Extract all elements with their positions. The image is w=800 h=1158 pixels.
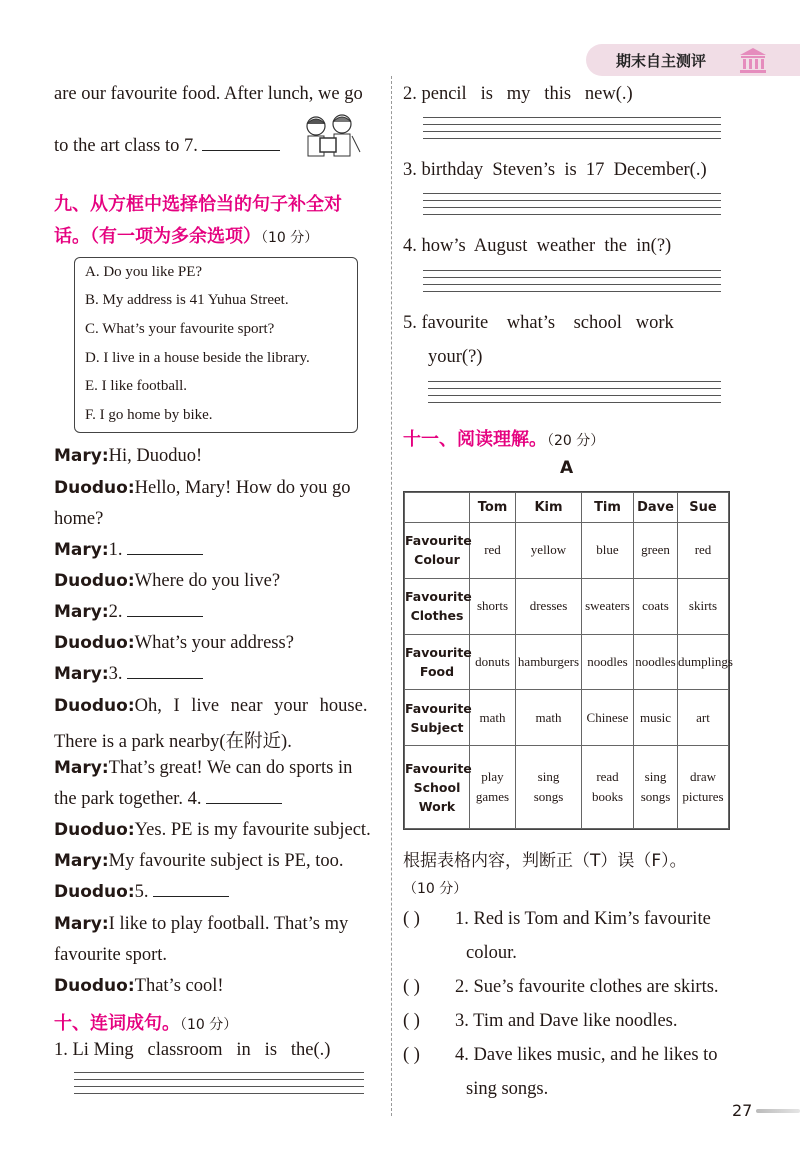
section-9-title-line1: 九、从方框中选择恰当的句子补全对: [54, 194, 342, 215]
table-row-label: Favourite Colour: [405, 523, 470, 579]
table-cell: red: [470, 523, 516, 579]
building-icon: [738, 46, 768, 74]
table-row: [405, 690, 729, 746]
table-header-cell: Tim: [582, 493, 634, 523]
table-header-cell: Tom: [470, 493, 516, 523]
table-cell: draw pictures: [678, 746, 729, 829]
dialog-line: [54, 914, 348, 935]
dialog-text: Hello, Mary! How do you go: [134, 478, 351, 498]
writing-lines-q2[interactable]: [423, 117, 721, 145]
favourites-table: [403, 491, 733, 830]
dialog-text: That’s great! We can do sports in: [108, 758, 353, 778]
writing-lines-q5[interactable]: [428, 381, 721, 409]
speaker-mary: Mary:: [54, 758, 109, 778]
speaker-mary: Mary:: [54, 851, 109, 871]
dialog-text: 2.: [108, 602, 123, 622]
tf-item-2: [403, 977, 719, 998]
dialog-text: favourite sport.: [54, 945, 168, 965]
option-f: F. I go home by bike.: [85, 407, 213, 423]
answer-blank-7[interactable]: [202, 136, 280, 151]
tf-item-1: [403, 909, 711, 930]
children-drawing-illustration: [296, 112, 364, 160]
table-cell: blue: [582, 523, 634, 579]
question-4: 4. how’s August weather the in(?): [403, 236, 672, 256]
table-cell: sing songs: [634, 746, 678, 829]
speaker-duoduo: Duoduo:: [54, 633, 135, 653]
writing-lines-q3[interactable]: [423, 193, 721, 221]
writing-lines-q4[interactable]: [423, 270, 721, 298]
dialog-line: [54, 633, 294, 654]
section-9-title-text: 话。（有一项为多余选项）: [54, 226, 261, 247]
table-cell: red: [678, 523, 729, 579]
dialog-text: Oh, I live near your house.: [134, 696, 368, 716]
table-cell: math: [516, 690, 582, 746]
header-tab: [586, 44, 800, 76]
instruction: 根据表格内容，判断正（T）误（F）。: [403, 851, 687, 871]
table-cell: yellow: [516, 523, 582, 579]
dialog-text: Yes. PE is my favourite subject.: [134, 820, 371, 840]
section-11-title-text: 十一、阅读理解。: [403, 429, 547, 450]
tf-item-3: [403, 1011, 678, 1032]
section-11-title: [403, 425, 604, 451]
header-title: 期末自主测评: [616, 52, 707, 70]
tf-text: 4. Dave likes music, and he likes to: [455, 1045, 718, 1065]
table-cell: sing songs: [516, 746, 582, 829]
dialog-text: What’s your address?: [134, 633, 294, 653]
table-cell: shorts: [470, 578, 516, 634]
speaker-duoduo: Duoduo:: [54, 820, 135, 840]
table-cell: green: [634, 523, 678, 579]
section-10-title-text: 十、连词成句。: [54, 1013, 180, 1034]
tf-text-cont: colour.: [466, 943, 517, 963]
dialog-line: [54, 478, 350, 499]
dialog-line: [54, 758, 352, 779]
table-cell: skirts: [678, 578, 729, 634]
dialog-line: [54, 851, 343, 872]
dialog-line: [54, 789, 282, 810]
dialog-text: the park together. 4.: [54, 789, 202, 809]
page-number: 27: [732, 1101, 753, 1120]
question-5-line1: 5. favourite what’s school work: [403, 313, 674, 333]
table-cell: dresses: [516, 578, 582, 634]
dialog-line: [54, 540, 203, 561]
speaker-mary: Mary:: [54, 914, 109, 934]
table-row: [405, 578, 729, 634]
question-1: 1. Li Ming classroom in is the(.): [54, 1040, 331, 1060]
continued-text-line2: [54, 136, 280, 157]
dialog-line: [54, 882, 229, 903]
table-header-cell: Kim: [516, 493, 582, 523]
dialog-line: [54, 976, 224, 997]
table-row: [405, 746, 729, 829]
section-11-points: （20 分）: [547, 433, 605, 449]
option-b: B. My address is 41 Yuhua Street.: [85, 292, 289, 308]
table-row: [405, 523, 729, 579]
table-cell: noodles: [582, 634, 634, 690]
table-header-cell: [405, 493, 470, 523]
table-cell: noodles: [634, 634, 678, 690]
tf-item-4: [403, 1045, 718, 1066]
speaker-mary: Mary:: [54, 446, 109, 466]
table-header-row: [405, 493, 729, 523]
table-cell: coats: [634, 578, 678, 634]
speaker-mary: Mary:: [54, 664, 109, 684]
answer-blank-5[interactable]: [153, 882, 229, 897]
dialog-text: Hi, Duoduo!: [108, 446, 203, 466]
answer-blank-1[interactable]: [127, 540, 203, 555]
section-9-points: （10 分）: [261, 230, 319, 246]
options-box: [74, 257, 358, 433]
dialog-text: Where do you live?: [134, 571, 281, 591]
table-cell: art: [678, 690, 729, 746]
dialog-text: That’s cool!: [134, 976, 224, 996]
table-row-label: Favourite School Work: [405, 746, 470, 829]
writing-lines-q1[interactable]: [74, 1072, 364, 1100]
dialog-line: [54, 571, 280, 592]
table-cell: sweaters: [582, 578, 634, 634]
instruction-points: （10 分）: [403, 881, 468, 897]
part-a-label: A: [560, 458, 574, 478]
table-cell: Chinese: [582, 690, 634, 746]
table-row-label: Favourite Subject: [405, 690, 470, 746]
dialog-text: home?: [54, 509, 104, 529]
answer-blank-3[interactable]: [127, 664, 203, 679]
answer-paren[interactable]: ( ): [403, 909, 420, 929]
table-cell: music: [634, 690, 678, 746]
dialog-text: 3.: [108, 664, 123, 684]
option-c: C. What’s your favourite sport?: [85, 321, 275, 337]
table-cell: math: [470, 690, 516, 746]
question-3: 3. birthday Steven’s is 17 December(.): [403, 160, 707, 180]
dialog-text: 5.: [134, 882, 149, 902]
column-divider: [391, 76, 392, 1116]
option-a: A. Do you like PE?: [85, 264, 203, 280]
question-5-line2: your(?): [428, 347, 483, 367]
answer-paren[interactable]: ( ): [403, 1011, 420, 1031]
speaker-duoduo: Duoduo:: [54, 882, 135, 902]
dialog-text: There is a park nearby(在附近).: [54, 732, 292, 752]
answer-paren[interactable]: ( ): [403, 1045, 420, 1065]
continued-text-line1: are our favourite food. After lunch, we go: [54, 84, 363, 104]
option-d: D. I live in a house beside the library.: [85, 350, 310, 366]
tf-text: 1. Red is Tom and Kim’s favourite: [455, 909, 711, 929]
answer-blank-2[interactable]: [127, 602, 203, 617]
continued-text-line2-text: to the art class to 7.: [54, 136, 198, 156]
speaker-mary: Mary:: [54, 602, 109, 622]
answer-paren[interactable]: ( ): [403, 977, 420, 997]
table-header-cell: Sue: [678, 493, 729, 523]
question-2: 2. pencil is my this new(.): [403, 84, 633, 104]
speaker-duoduo: Duoduo:: [54, 571, 135, 591]
tf-text-cont: sing songs.: [466, 1079, 549, 1099]
table-cell: donuts: [470, 634, 516, 690]
section-10-title: [54, 1009, 237, 1035]
speaker-duoduo: Duoduo:: [54, 478, 135, 498]
section-10-points: （10 分）: [180, 1017, 238, 1033]
dialog-line: [54, 696, 367, 717]
table-cell: dumplings: [678, 634, 729, 690]
speaker-duoduo: Duoduo:: [54, 976, 135, 996]
dialog-line: [54, 664, 203, 685]
option-e: E. I like football.: [85, 378, 188, 394]
speaker-mary: Mary:: [54, 540, 109, 560]
dialog-text: My favourite subject is PE, too.: [108, 851, 344, 871]
table-header-cell: Dave: [634, 493, 678, 523]
table-row-label: Favourite Food: [405, 634, 470, 690]
tf-text: 2. Sue’s favourite clothes are skirts.: [455, 977, 719, 997]
speaker-duoduo: Duoduo:: [54, 696, 135, 716]
dialog-text: I like to play football. That’s my: [108, 914, 349, 934]
table-cell: play games: [470, 746, 516, 829]
answer-blank-4[interactable]: [206, 789, 282, 804]
table-cell: hamburgers: [516, 634, 582, 690]
tf-text: 3. Tim and Dave like noodles.: [455, 1011, 678, 1031]
dialog-line: [54, 820, 371, 841]
table-cell: read books: [582, 746, 634, 829]
table-row-label: Favourite Clothes: [405, 578, 470, 634]
section-9-title-line2: [54, 222, 318, 248]
page-number-bar: [756, 1109, 800, 1113]
dialog-text: 1.: [108, 540, 123, 560]
dialog-line: [54, 602, 203, 623]
dialog-line: [54, 446, 202, 467]
table-row: [405, 634, 729, 690]
